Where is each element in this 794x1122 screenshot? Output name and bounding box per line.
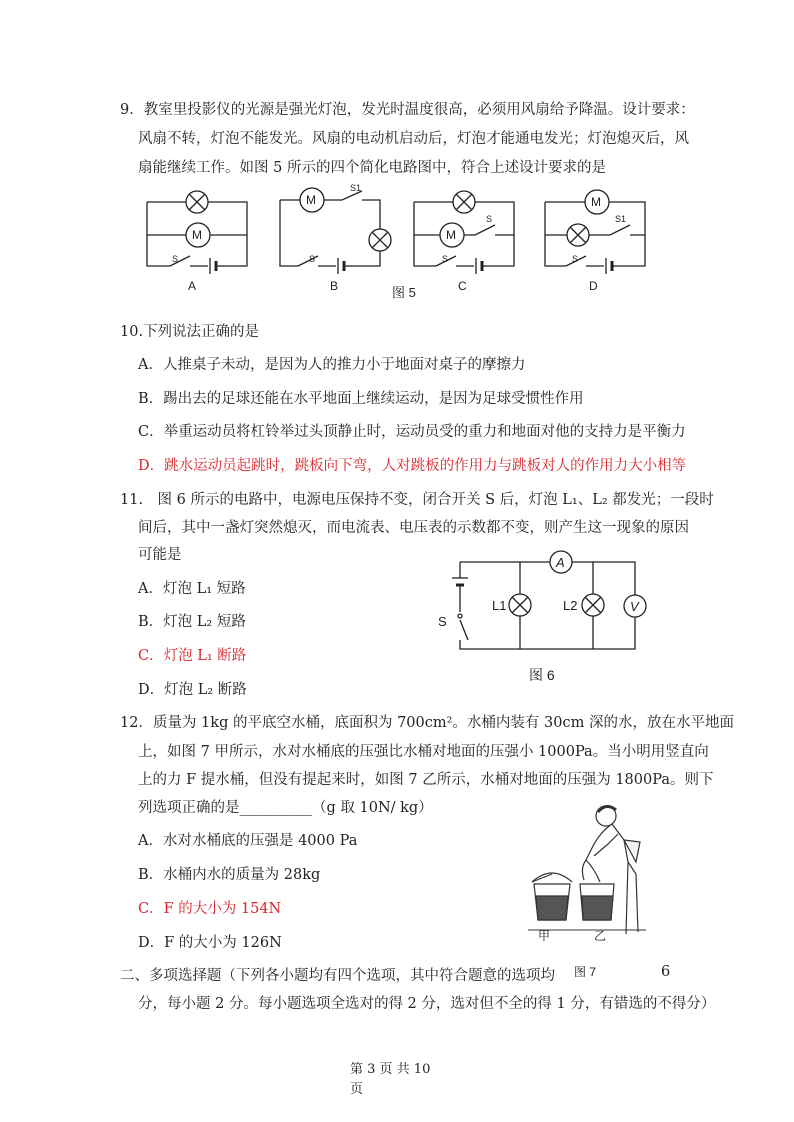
section2-line-1: 二、多项选择题（下列各小题均有四个选项，其中符合题意的选项均 <box>120 968 555 984</box>
figure-7-caption: 图 7 <box>574 965 597 979</box>
q10-option-a: A．人推桌子未动，是因为人的推力小于地面对桌子的摩擦力 <box>138 357 526 373</box>
circuit-label-b: B <box>330 279 339 293</box>
switch-label-b: S <box>309 254 316 264</box>
q10-option-d-answer: D．跳水运动员起跳时，跳板向下弯，人对跳板的作用力与跳板对人的作用力大小相等 <box>138 458 687 474</box>
q10-stem: 10.下列说法正确的是 <box>120 324 260 340</box>
page-number-cont: 页 <box>350 1082 364 1097</box>
q10-option-c: C．举重运动员将杠铃举过头顶静止时，运动员受的重力和地面对他的支持力是平衡力 <box>138 424 686 440</box>
q11-line-1: 11. 图 6 所示的电路中，电源电压保持不变，闭合开关 S 后，灯泡 L₁、L₂ 都发光；一段时 <box>120 492 714 508</box>
q11-line-3: 可能是 <box>138 547 182 563</box>
page-number: 第 3 页 共 10 <box>350 1062 431 1077</box>
switch-label-c: S <box>442 254 449 264</box>
label-jia: 甲 <box>538 929 551 942</box>
figure-7-bucket-illustration <box>528 802 658 942</box>
lamp2-label: L2 <box>563 598 578 613</box>
q12-option-d: D．F 的大小为 126N <box>138 935 282 951</box>
motor-label-a: M <box>192 228 202 242</box>
q11-option-a: A．灯泡 L₁ 短路 <box>138 581 246 597</box>
q12-option-c-answer: C．F 的大小为 154N <box>138 901 282 917</box>
voltmeter-label: V <box>630 599 639 614</box>
q12-option-b: B．水桶内水的质量为 28kg <box>138 867 321 883</box>
q11-option-d: D．灯泡 L₂ 断路 <box>138 682 247 698</box>
circuit-label-d: D <box>589 279 598 293</box>
q9-line-3: 扇能继续工作。如图 5 所示的四个简化电路图中，符合上述设计要求的是 <box>138 160 606 176</box>
circuit-b <box>280 188 391 274</box>
q9-line-1: 9．教室里投影仪的光源是强光灯泡，发光时温度很高，必须用风扇给予降温。设计要求： <box>120 102 695 118</box>
q10-option-b: B．踢出去的足球还能在水平地面上继续运动，是因为足球受惯性作用 <box>138 391 584 407</box>
q12-line-1: 12．质量为 1kg 的平底空水桶，底面积为 700cm²。水桶内装有 30cm 深的水，放在水平地面 <box>120 715 734 731</box>
circuit-c <box>414 191 514 274</box>
switch-label-d: S <box>572 254 579 264</box>
switch-label: S <box>438 614 447 629</box>
q11-option-b: B．灯泡 L₂ 短路 <box>138 614 246 630</box>
switch-label-a: S <box>172 254 179 264</box>
motor-label-c: M <box>446 228 456 242</box>
q12-line-2: 上，如图 7 甲所示，水对水桶底的压强比水桶对地面的压强小 1000Pa。当小明用竖直向 <box>138 744 709 760</box>
figure-5-caption: 图 5 <box>392 285 416 300</box>
q9-line-2: 风扇不转，灯泡不能发光。风扇的电动机启动后，灯泡才能通电发光；灯泡熄灭后，风 <box>138 131 689 147</box>
figure-5-circuits <box>130 180 670 300</box>
q11-option-c-answer: C．灯泡 L₁ 断路 <box>138 648 247 664</box>
figure-6-circuit <box>430 550 660 690</box>
switch1-label-d: S1 <box>615 214 627 224</box>
ammeter-label: A <box>556 555 565 570</box>
switch1-label-b: S1 <box>350 183 362 193</box>
switch1-label-c: S <box>486 214 493 224</box>
circuit-label-c: C <box>458 279 467 293</box>
motor-label-d: M <box>591 195 601 209</box>
label-yi: 乙 <box>594 929 607 942</box>
q12-line-4: 列选项正确的是__________（g 取 10N/ kg） <box>138 800 433 816</box>
section2-line-2: 分，每小题 2 分。每小题选项全选对的得 2 分，选对但不全的得 1 分，有错选的不得分） <box>138 996 716 1012</box>
circuit-label-a: A <box>188 279 197 293</box>
figure-6-caption: 图 6 <box>529 667 555 683</box>
motor-label-b: M <box>306 193 316 207</box>
section2-line-1-tail: 6 <box>661 964 671 980</box>
q12-option-a: A．水对水桶底的压强是 4000 Pa <box>138 833 358 849</box>
lamp1-label: L1 <box>492 598 507 613</box>
q12-line-3: 上的力 F 提水桶，但没有提起来时，如图 7 乙所示，水桶对地面的压强为 1800Pa。则下 <box>138 772 714 788</box>
q11-line-2: 间后，其中一盏灯突然熄灭，而电流表、电压表的示数都不变，则产生这一现象的原因 <box>138 520 689 536</box>
